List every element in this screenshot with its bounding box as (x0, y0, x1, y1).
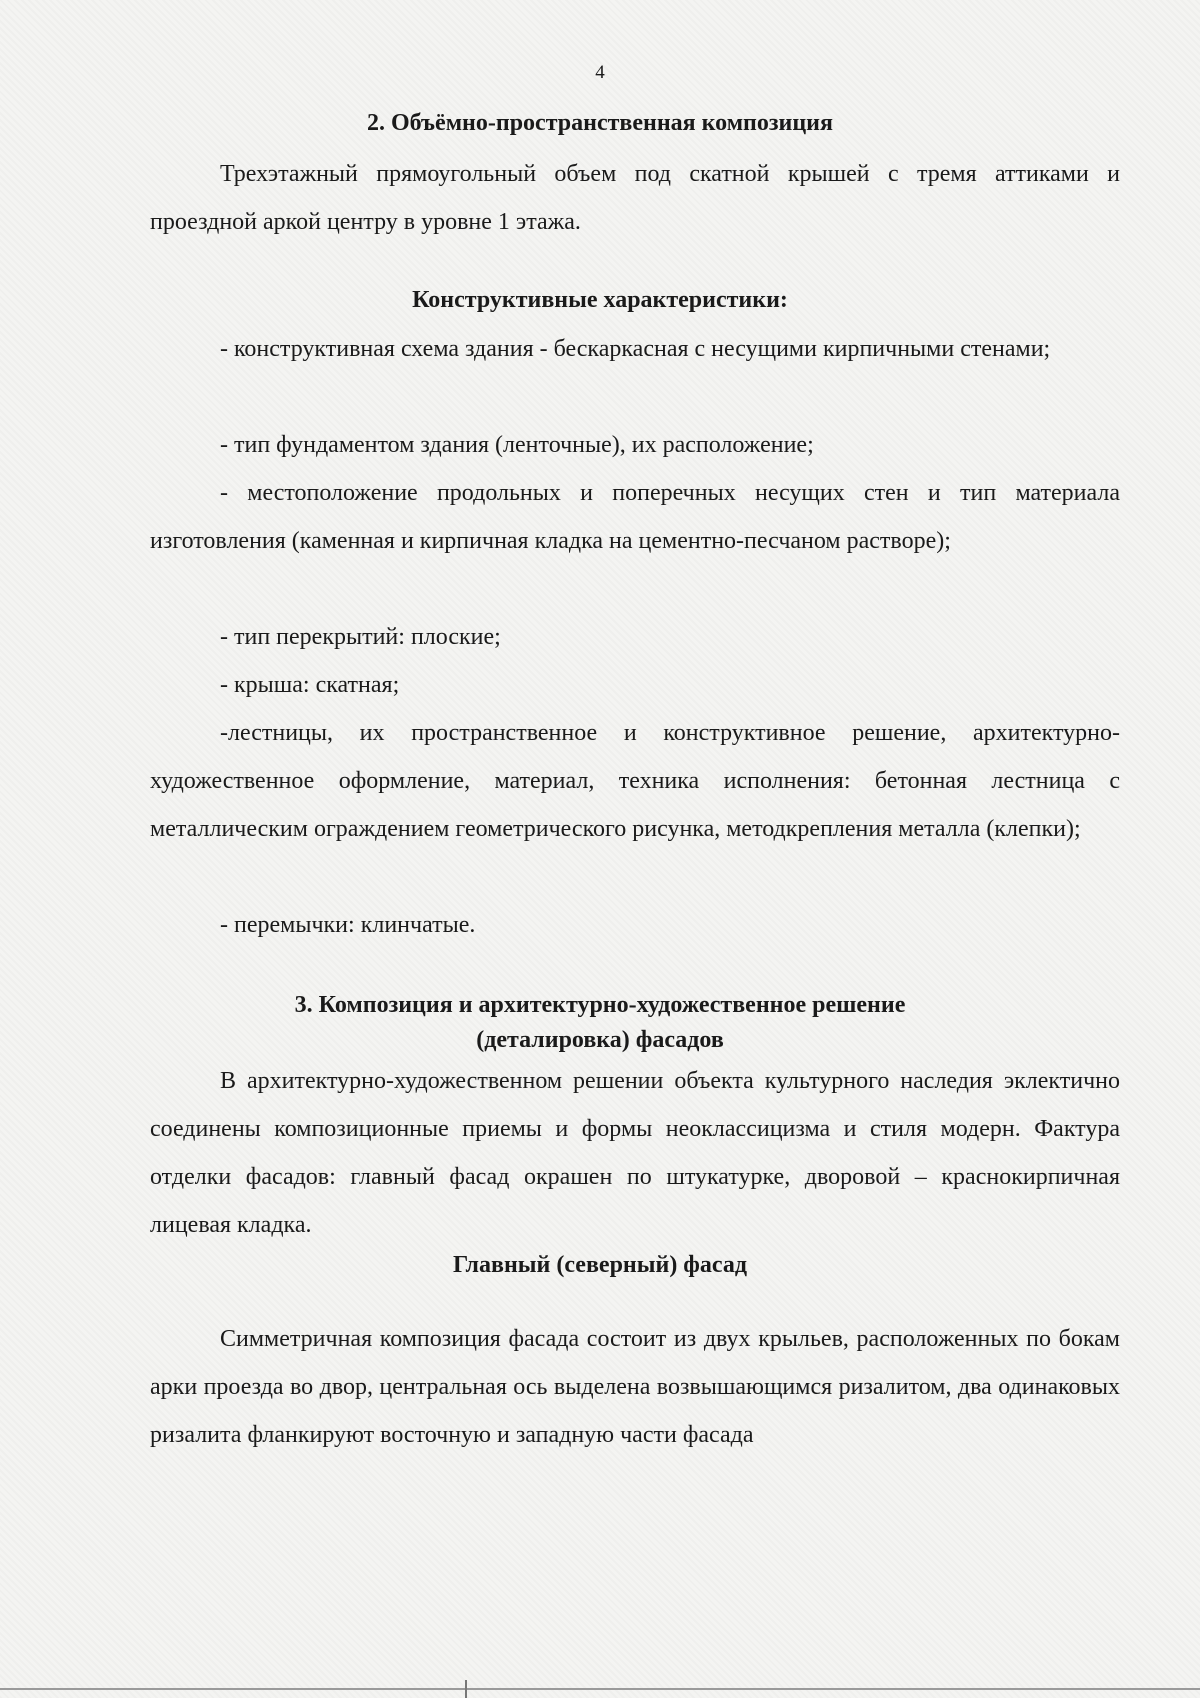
section2-paragraph: Трехэтажный прямоугольный объем под скатной крышей с тремя аттиками и проездной аркой центру в уровне 1 этажа. (150, 161, 1120, 235)
constructive-item: -лестницы, их пространственное и конструктивное решение, архитектурно-художественное оформление, материал, техника исполнения: бетонная лестница с металлическим ограждением геометрического рисунка, методкрепления металла (клепки); (150, 720, 1120, 842)
constructive-heading: Конструктивные характеристики: (412, 287, 788, 313)
section3-heading-line2: (деталировка) фасадов (476, 1027, 724, 1053)
section2-heading: 2. Объёмно-пространственная композиция (366, 110, 833, 136)
constructive-item: - тип фундаментом здания (ленточные), их расположение; (220, 432, 814, 458)
constructive-item: - перемычки: клинчатые. (220, 912, 476, 938)
page-number: 4 (595, 62, 605, 83)
section3-heading-line1: 3. Композиция и архитектурно-художественное решение (294, 992, 906, 1018)
constructive-item: - крыша: скатная; (220, 672, 400, 698)
bottom-tick (465, 1680, 467, 1698)
constructive-item: - тип перекрытий: плоские; (220, 624, 501, 650)
bottom-rule (0, 1688, 1200, 1690)
constructive-item: - местоположение продольных и поперечных несущих стен и тип материала изготовления (каменная и кирпичная кладка на цементно-песчаном растворе); (150, 480, 1120, 554)
section3-paragraph: В архитектурно-художественном решении объекта культурного наследия эклектично соединены композиционные приемы и формы неоклассицизма и стиля модерн. Фактура отделки фасадов: главный фасад окрашен по штукатурке, дворовой – краснокирпичная лицевая кладка. (150, 1068, 1120, 1238)
main-facade-heading: Главный (северный) фасад (452, 1252, 747, 1278)
main-facade-paragraph: Симметричная композиция фасада состоит из двух крыльев, расположенных по бокам арки проезда во двор, центральная ось выделена возвышающимся ризалитом, два одинаковых ризалита фланкируют восточную и западную части фасада (150, 1326, 1120, 1448)
constructive-item: - конструктивная схема здания - бескаркасная с несущими кирпичными стенами; (220, 336, 1051, 362)
